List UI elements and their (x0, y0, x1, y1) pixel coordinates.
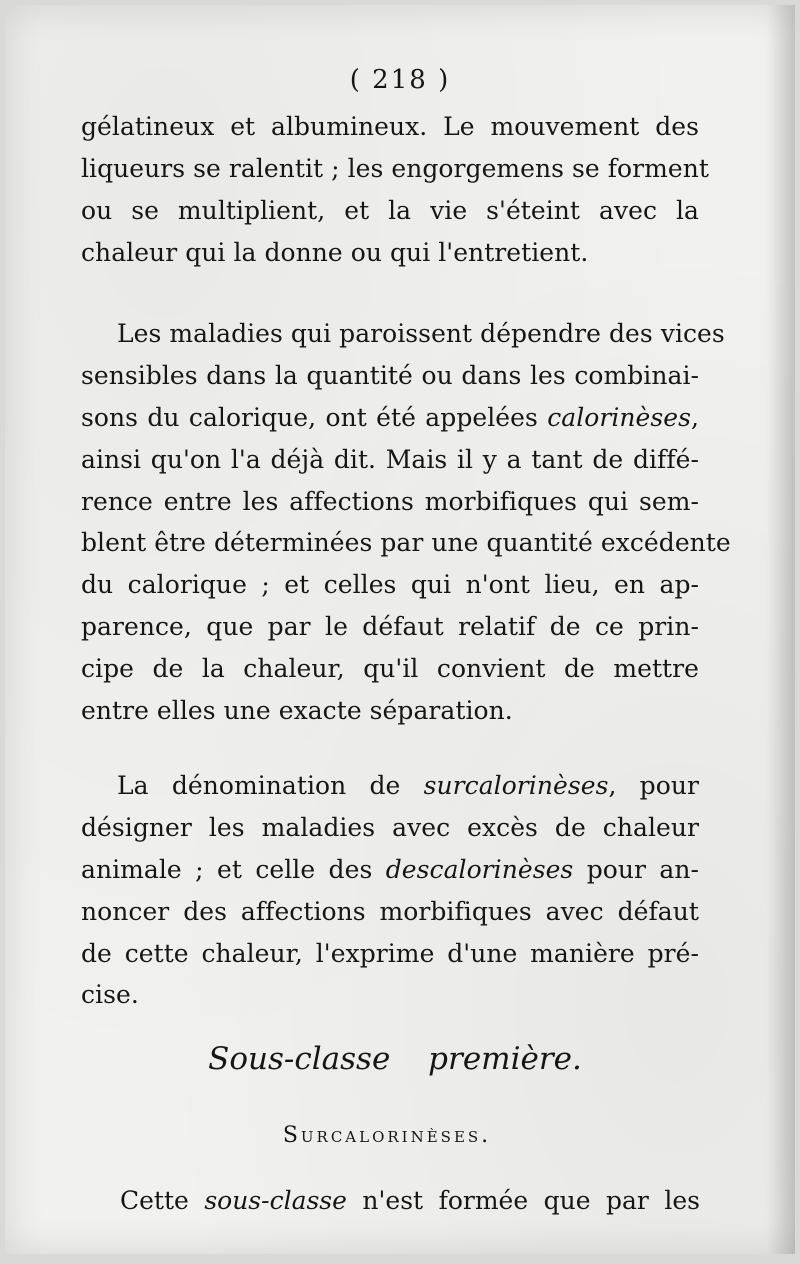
text-span: , (691, 402, 699, 432)
text-span: sons du calorique, ont été appelées (81, 402, 548, 432)
text-line (81, 765, 699, 807)
text-line: parence, que par le défaut relatif de ce prin- (81, 612, 699, 642)
paragraph-3 (81, 765, 699, 1016)
text-line (81, 849, 699, 891)
section-title: Sous-classe première. (208, 1041, 582, 1077)
text-line: désigner les maladies avec excès de chaleur (81, 812, 699, 842)
text-span: n'est formée que par les (346, 1186, 700, 1215)
text-line: Les maladies qui paroissent dépendre des vices (117, 319, 725, 348)
text-line: entre elles une exacte séparation. (81, 696, 513, 726)
italic-term: sous-classe (204, 1186, 347, 1215)
paragraph-1 (81, 106, 710, 274)
text-span: animale ; et celle des (81, 854, 386, 884)
text-line: gélatineux et albumineux. Le mouvement des (81, 112, 699, 141)
text-line: liqueurs se ralentit ; les engorgemens se forment (81, 153, 710, 183)
subsection-title: Surcalorinèses. (282, 1123, 492, 1148)
text-line: du calorique ; et celles qui n'ont lieu, en ap- (81, 570, 699, 600)
text-line: cipe de la chaleur, qu'il convient de mettre (81, 654, 699, 684)
italic-term: surcalorinèses (423, 771, 609, 800)
text-span: , pour (608, 771, 699, 800)
text-line: de cette chaleur, l'exprime d'une manière pré- (81, 938, 699, 968)
text-line: ou se multiplient, et la vie s'éteint avec la (81, 195, 699, 225)
text-line (120, 1186, 700, 1215)
text-line: blent être déterminées par une quantité excédente (81, 528, 731, 558)
italic-term: descalorinèses (385, 854, 574, 884)
paragraph-2 (81, 313, 731, 732)
text-line: sensibles dans la quantité ou dans les combinai- (81, 360, 699, 390)
text-span: La dénomination de (117, 771, 424, 800)
book-page (5, 5, 795, 1254)
page-number: ( 218 ) (349, 65, 451, 95)
italic-term: calorinèses (547, 402, 691, 432)
text-line: chaleur qui la donne ou qui l'entretient. (81, 237, 589, 267)
text-span: Cette (120, 1186, 205, 1215)
text-line: rence entre les affections morbifiques qui sem- (81, 486, 699, 516)
text-span: pour an- (573, 854, 700, 884)
text-line: cise. (81, 980, 139, 1010)
text-line: ainsi qu'on l'a déjà dit. Mais il y a tant de diffé- (81, 444, 699, 474)
text-line (81, 397, 699, 439)
text-line: noncer des affections morbifiques avec défaut (81, 896, 699, 926)
